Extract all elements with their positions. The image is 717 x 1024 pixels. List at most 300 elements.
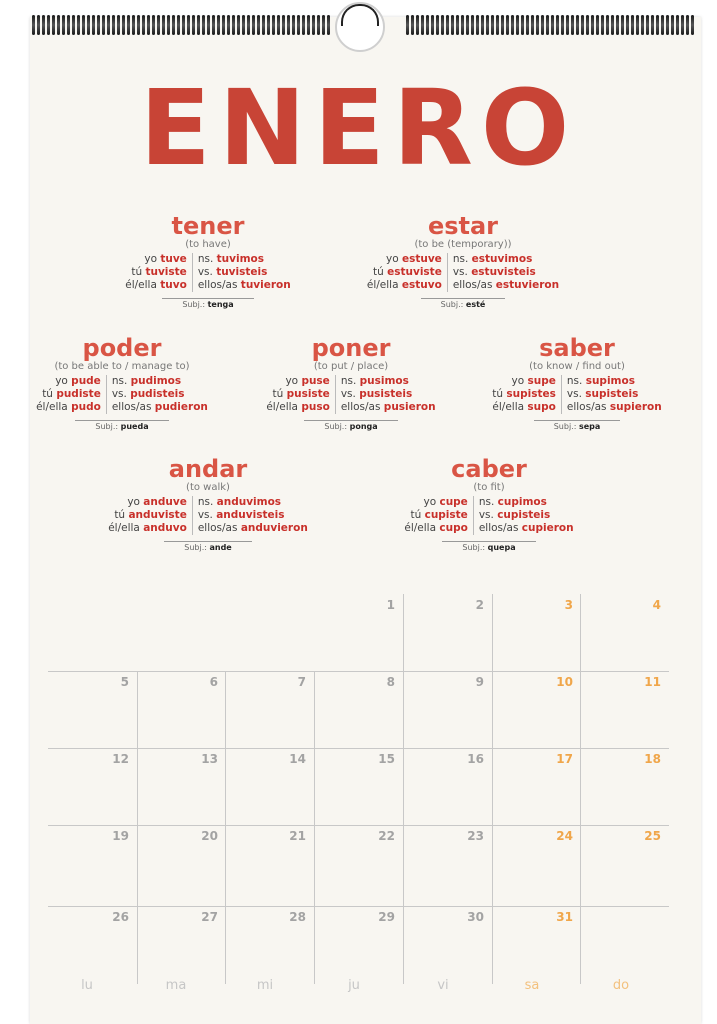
verb-form: supieron bbox=[609, 401, 662, 413]
pronoun: ns. bbox=[478, 496, 495, 508]
spiral-ring bbox=[591, 15, 594, 35]
pronoun: él/ella bbox=[492, 401, 525, 413]
spiral-ring bbox=[541, 15, 544, 35]
plural-form bbox=[341, 401, 436, 414]
plural-column bbox=[107, 375, 213, 414]
verb-form: cupieron bbox=[521, 522, 574, 534]
singular-column bbox=[120, 253, 193, 292]
verb-form: tuviste bbox=[145, 266, 187, 278]
spiral-ring bbox=[411, 15, 414, 35]
day-28[interactable]: 28 bbox=[289, 910, 306, 924]
day-16[interactable]: 16 bbox=[467, 752, 484, 766]
pronoun: yo bbox=[127, 496, 140, 508]
weekday-label: ma bbox=[165, 978, 187, 993]
verb-form: tuvieron bbox=[240, 279, 291, 291]
pronoun: tú bbox=[372, 266, 384, 278]
verb-meaning: (to have) bbox=[185, 239, 231, 250]
pronoun: yo bbox=[423, 496, 437, 508]
spiral-ring bbox=[87, 15, 90, 35]
spiral-ring bbox=[616, 15, 619, 35]
verb-form: tuve bbox=[160, 253, 187, 265]
day-29[interactable]: 29 bbox=[378, 910, 395, 924]
spiral-ring bbox=[107, 15, 110, 35]
singular-column bbox=[103, 496, 193, 535]
spiral-ring bbox=[237, 15, 240, 35]
singular-form bbox=[492, 375, 556, 388]
plural-form bbox=[112, 375, 208, 388]
verb-block-andar bbox=[78, 456, 338, 554]
spiral-ring bbox=[262, 15, 265, 35]
plural-form bbox=[112, 388, 208, 401]
subjunctive-label: Subj.: bbox=[440, 300, 464, 309]
verb-name: estar bbox=[427, 212, 499, 240]
plural-form bbox=[198, 509, 308, 522]
plural-form bbox=[198, 253, 291, 266]
plural-column bbox=[448, 253, 564, 292]
singular-column bbox=[487, 375, 562, 414]
pronoun: yo bbox=[55, 375, 68, 387]
spiral-ring bbox=[531, 15, 534, 35]
spiral-ring bbox=[466, 15, 469, 35]
singular-form bbox=[108, 522, 187, 535]
subjunctive bbox=[164, 541, 251, 552]
verb-form: pudimos bbox=[130, 375, 182, 387]
spiral-ring bbox=[272, 15, 275, 35]
spiral-ring bbox=[476, 15, 479, 35]
verb-meaning: (to be able to / manage to) bbox=[54, 361, 190, 372]
spiral-ring bbox=[282, 15, 285, 35]
day-30[interactable]: 30 bbox=[467, 910, 484, 924]
verb-name: andar bbox=[168, 455, 248, 483]
verb-form: anduve bbox=[143, 496, 187, 508]
spiral-ring bbox=[506, 15, 509, 35]
verb-form: estuvieron bbox=[495, 279, 560, 291]
day-25[interactable]: 25 bbox=[644, 829, 661, 843]
spiral-ring bbox=[297, 15, 300, 35]
subjunctive bbox=[534, 420, 621, 431]
spiral-ring bbox=[536, 15, 539, 35]
spiral-ring bbox=[82, 15, 85, 35]
spiral-ring bbox=[456, 15, 459, 35]
spiral-ring bbox=[481, 15, 484, 35]
singular-form bbox=[404, 496, 467, 509]
spiral-ring bbox=[127, 15, 130, 35]
spiral-ring bbox=[601, 15, 604, 35]
day-19[interactable]: 19 bbox=[112, 829, 129, 843]
spiral-ring bbox=[167, 15, 170, 35]
day-7[interactable]: 7 bbox=[297, 675, 306, 689]
plural-form bbox=[341, 375, 436, 388]
spiral-ring bbox=[287, 15, 290, 35]
pronoun: ns. bbox=[452, 253, 469, 265]
verb-block-estar bbox=[333, 213, 593, 311]
spiral-ring bbox=[277, 15, 280, 35]
spiral-ring bbox=[461, 15, 464, 35]
spiral-ring bbox=[42, 15, 45, 35]
singular-form bbox=[266, 401, 329, 414]
verb-form: pusisteis bbox=[359, 388, 413, 400]
pronoun: ellos/as bbox=[111, 401, 152, 413]
spiral-ring bbox=[546, 15, 549, 35]
verb-form: tuvisteis bbox=[216, 266, 268, 278]
spiral-ring bbox=[247, 15, 250, 35]
subjunctive-form: ande bbox=[209, 543, 232, 552]
grid-line bbox=[48, 671, 669, 672]
plural-form bbox=[479, 509, 574, 522]
conjugation-table bbox=[78, 253, 338, 292]
verb-block-saber bbox=[447, 335, 707, 433]
verb-form: cupiste bbox=[424, 509, 468, 521]
conjugation-table bbox=[78, 496, 338, 535]
verb-form: supisteis bbox=[585, 388, 639, 400]
spiral-ring bbox=[486, 15, 489, 35]
day-8[interactable]: 8 bbox=[386, 675, 395, 689]
singular-form bbox=[125, 266, 187, 279]
spiral-ring bbox=[511, 15, 514, 35]
singular-form bbox=[404, 522, 467, 535]
singular-form bbox=[266, 375, 329, 388]
subjunctive-form: sepa bbox=[578, 422, 601, 431]
pronoun: ns. bbox=[197, 253, 214, 265]
grid-line bbox=[48, 748, 669, 749]
spiral-ring bbox=[641, 15, 644, 35]
verb-form: pusimos bbox=[359, 375, 409, 387]
verb-meaning: (to know / find out) bbox=[529, 361, 625, 372]
plural-column bbox=[562, 375, 667, 414]
spiral-ring bbox=[671, 15, 674, 35]
pronoun: ellos/as bbox=[566, 401, 607, 413]
spiral-ring bbox=[292, 15, 295, 35]
spiral-ring bbox=[621, 15, 624, 35]
day-18[interactable]: 18 bbox=[644, 752, 661, 766]
spiral-binding-right bbox=[406, 15, 694, 35]
verb-form: estuvimos bbox=[471, 253, 533, 265]
spiral-ring bbox=[636, 15, 639, 35]
verb-form: pudisteis bbox=[130, 388, 185, 400]
day-27[interactable]: 27 bbox=[201, 910, 218, 924]
day-22[interactable]: 22 bbox=[378, 829, 395, 843]
spiral-ring bbox=[57, 15, 60, 35]
verb-form: anduvimos bbox=[216, 496, 282, 508]
singular-form bbox=[367, 253, 442, 266]
spiral-ring bbox=[37, 15, 40, 35]
verb-name: poder bbox=[82, 334, 162, 362]
spiral-ring bbox=[72, 15, 75, 35]
grid-line bbox=[580, 906, 581, 984]
day-24[interactable]: 24 bbox=[556, 829, 573, 843]
verb-form: cupisteis bbox=[497, 509, 551, 521]
subjunctive bbox=[304, 420, 397, 431]
spiral-ring bbox=[556, 15, 559, 35]
spiral-ring bbox=[202, 15, 205, 35]
pronoun: yo bbox=[285, 375, 299, 387]
pronoun: yo bbox=[385, 253, 399, 265]
spiral-ring bbox=[122, 15, 125, 35]
day-12[interactable]: 12 bbox=[112, 752, 129, 766]
plural-form bbox=[198, 522, 308, 535]
day-31[interactable]: 31 bbox=[556, 910, 573, 924]
pronoun: vs. bbox=[197, 509, 213, 521]
spiral-ring bbox=[611, 15, 614, 35]
subjunctive-label: Subj.: bbox=[324, 422, 348, 431]
verb-form: anduvo bbox=[143, 522, 187, 534]
spiral-ring bbox=[566, 15, 569, 35]
conjugation-table bbox=[0, 375, 252, 414]
spiral-ring bbox=[521, 15, 524, 35]
subjunctive-label: Subj.: bbox=[182, 300, 206, 309]
weekday-label: vi bbox=[437, 978, 449, 993]
verb-block-poder bbox=[0, 335, 252, 433]
day-15[interactable]: 15 bbox=[378, 752, 395, 766]
verb-form: tuvimos bbox=[216, 253, 264, 265]
pronoun: vs. bbox=[478, 509, 494, 521]
singular-column bbox=[362, 253, 448, 292]
pronoun: tú bbox=[131, 266, 143, 278]
plural-form bbox=[479, 522, 574, 535]
pronoun: tú bbox=[492, 388, 504, 400]
plural-form bbox=[453, 266, 559, 279]
verb-block-tener bbox=[78, 213, 338, 311]
pronoun: ns. bbox=[340, 375, 357, 387]
spiral-ring bbox=[312, 15, 315, 35]
plural-form bbox=[341, 388, 436, 401]
singular-column bbox=[261, 375, 335, 414]
pronoun: ns. bbox=[197, 496, 214, 508]
spiral-ring bbox=[406, 15, 409, 35]
spiral-ring bbox=[571, 15, 574, 35]
spiral-ring bbox=[596, 15, 599, 35]
plural-form bbox=[567, 375, 662, 388]
pronoun: tú bbox=[114, 509, 126, 521]
plural-form bbox=[479, 496, 574, 509]
pronoun: ellos/as bbox=[197, 522, 238, 534]
verb-form: estuviste bbox=[387, 266, 442, 278]
verb-form: anduviste bbox=[128, 509, 187, 521]
spiral-ring bbox=[317, 15, 320, 35]
verb-form: puse bbox=[301, 375, 330, 387]
pronoun: ellos/as bbox=[452, 279, 493, 291]
spiral-ring bbox=[112, 15, 115, 35]
pronoun: yo bbox=[511, 375, 525, 387]
conjugation-table bbox=[359, 496, 619, 535]
verb-form: supo bbox=[527, 401, 556, 413]
verb-form: anduvisteis bbox=[216, 509, 285, 521]
spiral-ring bbox=[431, 15, 434, 35]
verb-meaning: (to fit) bbox=[473, 482, 505, 493]
day-13[interactable]: 13 bbox=[201, 752, 218, 766]
spiral-ring bbox=[187, 15, 190, 35]
day-11[interactable]: 11 bbox=[644, 675, 661, 689]
verb-form: pudieron bbox=[154, 401, 208, 413]
spiral-ring bbox=[496, 15, 499, 35]
day-26[interactable]: 26 bbox=[112, 910, 129, 924]
day-23[interactable]: 23 bbox=[467, 829, 484, 843]
spiral-ring bbox=[102, 15, 105, 35]
pronoun: él/ella bbox=[266, 401, 298, 413]
plural-form bbox=[112, 401, 208, 414]
day-5[interactable]: 5 bbox=[120, 675, 129, 689]
day-6[interactable]: 6 bbox=[209, 675, 218, 689]
spiral-ring bbox=[52, 15, 55, 35]
verb-form: supistes bbox=[506, 388, 556, 400]
verb-form: pudiste bbox=[56, 388, 101, 400]
subjunctive-label: Subj.: bbox=[184, 543, 207, 552]
verb-form: pusiste bbox=[286, 388, 330, 400]
singular-form bbox=[404, 509, 467, 522]
day-2[interactable]: 2 bbox=[475, 598, 484, 612]
verb-form: cupo bbox=[439, 522, 468, 534]
day-9[interactable]: 9 bbox=[475, 675, 484, 689]
pronoun: ellos/as bbox=[478, 522, 519, 534]
verb-form: pusieron bbox=[383, 401, 436, 413]
pronoun: vs. bbox=[111, 388, 127, 400]
pronoun: ns. bbox=[566, 375, 583, 387]
pronoun: vs. bbox=[340, 388, 356, 400]
spiral-ring bbox=[137, 15, 140, 35]
verb-form: estuvo bbox=[401, 279, 442, 291]
spiral-ring bbox=[322, 15, 325, 35]
spiral-ring bbox=[177, 15, 180, 35]
plural-form bbox=[453, 279, 559, 292]
subjunctive-form: ponga bbox=[349, 422, 378, 431]
spiral-ring bbox=[586, 15, 589, 35]
weekday-label: sa bbox=[524, 978, 540, 993]
spiral-ring bbox=[162, 15, 165, 35]
spiral-ring bbox=[47, 15, 50, 35]
singular-form bbox=[492, 388, 556, 401]
verb-name: saber bbox=[539, 334, 615, 362]
spiral-ring bbox=[192, 15, 195, 35]
spiral-ring bbox=[157, 15, 160, 35]
pronoun: ellos/as bbox=[340, 401, 381, 413]
spiral-ring bbox=[327, 15, 330, 35]
grid-line bbox=[48, 906, 669, 907]
plural-column bbox=[193, 253, 296, 292]
day-4[interactable]: 4 bbox=[652, 598, 661, 612]
spiral-ring bbox=[441, 15, 444, 35]
spiral-ring bbox=[172, 15, 175, 35]
spiral-ring bbox=[421, 15, 424, 35]
singular-form bbox=[36, 375, 101, 388]
plural-column bbox=[474, 496, 579, 535]
spiral-ring bbox=[436, 15, 439, 35]
subjunctive bbox=[162, 298, 253, 309]
verb-form: pude bbox=[71, 375, 101, 387]
verb-meaning: (to walk) bbox=[186, 482, 230, 493]
singular-column bbox=[31, 375, 107, 414]
plural-form bbox=[198, 279, 291, 292]
singular-form bbox=[108, 496, 187, 509]
pronoun: vs. bbox=[566, 388, 582, 400]
singular-form bbox=[108, 509, 187, 522]
pronoun: vs. bbox=[197, 266, 213, 278]
subjunctive-label: Subj.: bbox=[462, 543, 486, 552]
spiral-ring bbox=[581, 15, 584, 35]
day-14[interactable]: 14 bbox=[289, 752, 306, 766]
spiral-ring bbox=[182, 15, 185, 35]
plural-form bbox=[198, 266, 291, 279]
day-10[interactable]: 10 bbox=[556, 675, 573, 689]
spiral-ring bbox=[32, 15, 35, 35]
verb-form: cupe bbox=[439, 496, 468, 508]
subjunctive-form: pueda bbox=[120, 422, 149, 431]
day-1[interactable]: 1 bbox=[386, 598, 395, 612]
verb-form: supimos bbox=[585, 375, 635, 387]
day-21[interactable]: 21 bbox=[289, 829, 306, 843]
singular-form bbox=[367, 279, 442, 292]
verb-form: estuve bbox=[401, 253, 442, 265]
spiral-ring bbox=[661, 15, 664, 35]
spiral-ring bbox=[491, 15, 494, 35]
spiral-ring bbox=[227, 15, 230, 35]
plural-form bbox=[453, 253, 559, 266]
pronoun: vs. bbox=[452, 266, 468, 278]
verb-block-caber bbox=[359, 456, 619, 554]
spiral-ring bbox=[147, 15, 150, 35]
verb-form: anduvieron bbox=[240, 522, 308, 534]
pronoun: tú bbox=[410, 509, 422, 521]
pronoun: ellos/as bbox=[197, 279, 238, 291]
subjunctive-label: Subj.: bbox=[95, 422, 119, 431]
plural-form bbox=[198, 496, 308, 509]
spiral-ring bbox=[416, 15, 419, 35]
verb-meaning: (to be (temporary)) bbox=[414, 239, 512, 250]
verb-form: puso bbox=[301, 401, 330, 413]
subjunctive-form: quepa bbox=[487, 543, 516, 552]
spiral-ring bbox=[232, 15, 235, 35]
conjugation-table bbox=[221, 375, 481, 414]
spiral-ring bbox=[257, 15, 260, 35]
spiral-ring bbox=[691, 15, 694, 35]
verb-form: tuvo bbox=[160, 279, 187, 291]
spiral-ring bbox=[302, 15, 305, 35]
plural-form bbox=[567, 388, 662, 401]
verb-form: estuvisteis bbox=[471, 266, 536, 278]
pronoun: él/ella bbox=[366, 279, 399, 291]
spiral-ring bbox=[197, 15, 200, 35]
spiral-ring bbox=[62, 15, 65, 35]
spiral-ring bbox=[207, 15, 210, 35]
spiral-ring bbox=[446, 15, 449, 35]
singular-form bbox=[36, 388, 101, 401]
verb-name: caber bbox=[451, 455, 527, 483]
spiral-ring bbox=[471, 15, 474, 35]
spiral-ring bbox=[651, 15, 654, 35]
spiral-ring bbox=[451, 15, 454, 35]
subjunctive bbox=[421, 298, 506, 309]
day-17[interactable]: 17 bbox=[556, 752, 573, 766]
weekday-label: lu bbox=[81, 978, 93, 993]
weekday-label: mi bbox=[256, 978, 274, 993]
pronoun: él/ella bbox=[108, 522, 140, 534]
day-3[interactable]: 3 bbox=[564, 598, 573, 612]
spiral-ring bbox=[152, 15, 155, 35]
spiral-ring bbox=[656, 15, 659, 35]
singular-form bbox=[125, 253, 187, 266]
spiral-ring bbox=[117, 15, 120, 35]
pronoun: tú bbox=[42, 388, 53, 400]
spiral-ring bbox=[576, 15, 579, 35]
spiral-ring bbox=[252, 15, 255, 35]
day-20[interactable]: 20 bbox=[201, 829, 218, 843]
plural-column bbox=[336, 375, 441, 414]
subjunctive-label: Subj.: bbox=[553, 422, 577, 431]
month-title: ENERO bbox=[139, 67, 578, 189]
spiral-ring bbox=[67, 15, 70, 35]
subjunctive-form: esté bbox=[465, 300, 486, 309]
singular-form bbox=[36, 401, 101, 414]
spiral-ring bbox=[222, 15, 225, 35]
